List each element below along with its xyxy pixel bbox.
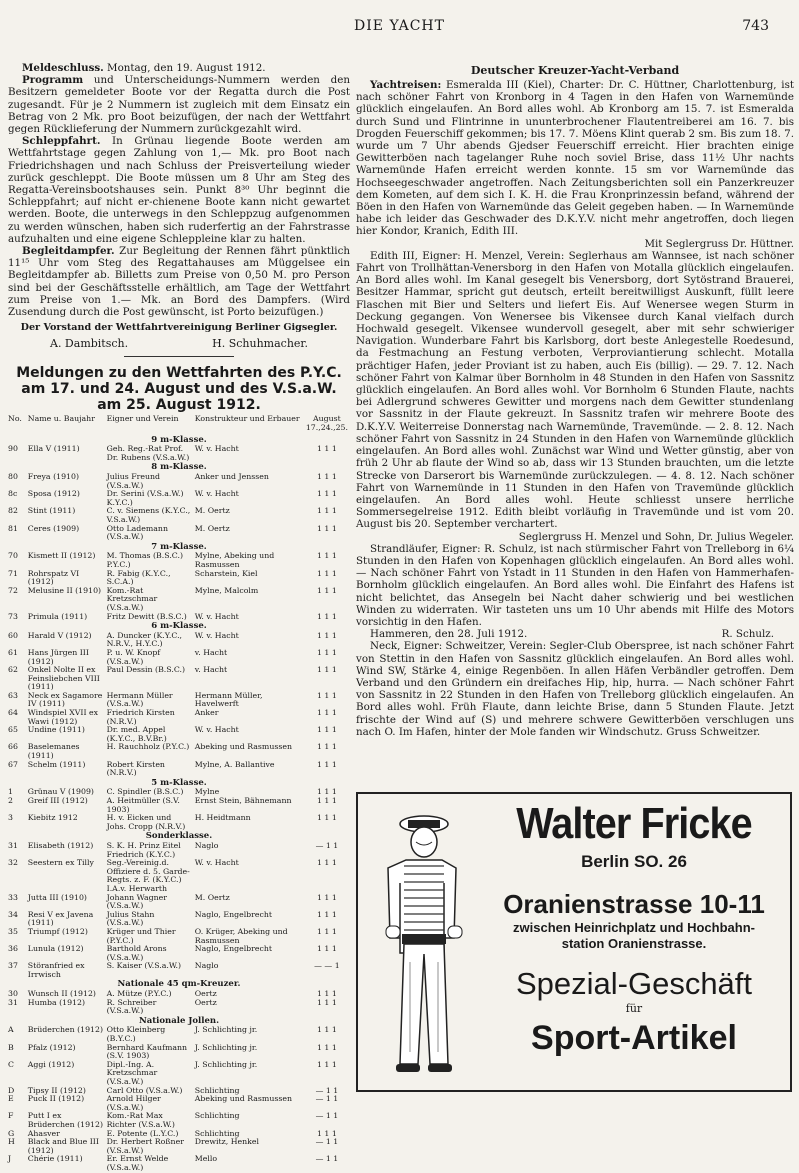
designer-builder: O. Krüger, Abeking und Rasmussen [194, 926, 288, 945]
designer-builder: Mylne, Abeking und Rasmussen [194, 551, 275, 569]
august-entries: 1 1 1 [316, 796, 337, 805]
designer-builder: J. Schlichting jr. [194, 1025, 258, 1035]
entry-number: E [8, 1094, 14, 1104]
designer-builder: Naglo, Engelbrecht [194, 944, 273, 954]
designer-builder: v. Hacht [194, 665, 228, 675]
boat-name: Onkel Nolte II ex Feinsliebchen VIII (1911) [27, 665, 100, 692]
ad-text [478, 798, 790, 1058]
entry-number: 36 [8, 944, 18, 954]
designer-builder: Hermann Müller, Havelwerft [194, 690, 263, 709]
table-row [8, 525, 350, 542]
owner-club: Dipl.-Ing. A. Kretzschmar (V.S.a.W.) [106, 1059, 158, 1086]
entry-number: 62 [8, 665, 18, 675]
owner-club: Julius Stahn (V.S.a.W.) [106, 909, 155, 928]
august-entries: — 1 1 [315, 1094, 339, 1104]
lead-begleitdampfer: Begleitdampfer. [22, 245, 115, 258]
august-entries: 1 1 1 [316, 506, 337, 516]
designer-builder: Abeking und Rasmussen [194, 1094, 292, 1104]
entry-number: 60 [8, 630, 18, 640]
august-entries: 1 1 1 [316, 523, 337, 533]
table-row [8, 587, 350, 613]
boat-name: Putt I ex Brüderchen (1912) [27, 1111, 104, 1129]
owner-club: H. Rauchholz (P.Y.C.) [106, 742, 190, 752]
owner-club: Carl Otto (V.S.a.W.) [106, 1085, 183, 1095]
owner-club: Barthold Arons (V.S.a.W.) [106, 944, 167, 962]
paragraph-begleitdampfer [8, 245, 350, 318]
owner-club: C. Spindler (B.S.C.) [106, 787, 184, 797]
designer-builder: Mylne, Malcolm [194, 585, 259, 595]
boat-name: Stint (1911) [27, 506, 76, 516]
page-number: 743 [742, 18, 769, 34]
designer-builder: M. Oertz [194, 506, 230, 516]
owner-club: S. Kaiser (V.S.a.W.) [106, 961, 182, 971]
vorstand-line: Der Vorstand der Wettfahrtvereinigung Berliner Gigsegler. [20, 322, 338, 334]
entry-number: 32 [8, 858, 18, 868]
header-no: No. [8, 414, 22, 424]
august-entries: 1 1 1 [316, 997, 337, 1007]
designer-builder: J. Schlichting jr. [194, 1042, 258, 1052]
owner-club: Dr. Serini (V.S.a.W.) K.Y.C.) [106, 489, 184, 507]
entry-number: 31 [8, 840, 18, 850]
owner-club: Robert Kirsten (N.R.V.) [106, 759, 165, 778]
august-entries: 1 1 1 [316, 989, 337, 999]
owner-club: Geh. Reg.-Rat Prof. Dr. Rubens (V.S.a.W.) [106, 444, 190, 462]
entry-number: 31 [8, 997, 18, 1007]
header-owner: Eigner und Verein [106, 414, 179, 424]
table-row [8, 814, 350, 831]
owner-club: A. Heitmüller (S.V. 1903) [106, 796, 180, 814]
left-column [8, 62, 350, 1172]
august-entries: 1 1 1 [316, 472, 337, 482]
table-row [8, 894, 350, 911]
owner-club: Hermann Müller (V.S.a.W.) [106, 690, 173, 709]
boat-name: Schelm (1911) [27, 759, 86, 769]
august-entries: 1 1 1 [316, 813, 337, 823]
august-entries: 1 1 1 [316, 909, 337, 919]
entry-number: A [8, 1025, 14, 1035]
boat-name: Seestern ex Tilly [27, 858, 94, 868]
august-entries: 1 1 1 [316, 585, 337, 595]
owner-club: Arnold Hilger (V.S.a.W.) [106, 1094, 161, 1112]
boat-name: Melusine II (1910) [27, 585, 102, 595]
advertisement [356, 792, 792, 1092]
journal-title: DIE YACHT [354, 18, 445, 34]
entry-number: 72 [8, 585, 18, 595]
owner-club: P. u. W. Knopf (V.S.a.W.) [106, 647, 161, 666]
boat-name: Sposa (1912) [27, 489, 80, 499]
august-entries: 1 1 1 [316, 1042, 337, 1052]
table-row [8, 1061, 350, 1087]
august-entries: — 1 1 [315, 1085, 339, 1095]
header-builder: Konstrukteur und Erbauer [194, 414, 300, 424]
august-entries: 1 1 1 [316, 1025, 337, 1035]
designer-builder: Oertz [194, 997, 217, 1007]
august-entries: — 1 1 [315, 1154, 339, 1164]
boat-name: Neck ex Sagamore IV (1911) [27, 690, 103, 709]
boat-name: Wunsch II (1912) [27, 989, 96, 999]
august-entries: 1 1 1 [316, 742, 337, 752]
entry-number: 30 [8, 989, 18, 999]
boat-name: Windspiel XVII ex Wawi (1912) [27, 708, 99, 726]
august-entries: 1 1 1 [316, 1059, 337, 1069]
table-row [8, 445, 350, 462]
owner-club: Otto Kleinberg (B.Y.C.) [106, 1025, 166, 1044]
ad-location-line-2: station Oranienstrasse. [561, 936, 707, 951]
table-row [8, 928, 350, 945]
august-entries: 1 1 1 [316, 647, 337, 657]
designer-builder: Oertz [194, 989, 217, 999]
designer-builder: Scharstein, Kiel [194, 568, 258, 578]
paragraph-strandlaeufer: Strandläufer, Eigner: R. Schulz, ist nach stürmischer Fahrt von Trelleborg in 6¼ Stunden in den Hafen von Kopenhagen glücklich eingelaufen. An Bord alles wohl. — Nach schöner Fahrt von Ystadt in 11 Stunden in den Hafen von Hammerhafen-Bornholm glücklich eingelaufen. An Bord alles wohl. Die Einfahrt des Hafens ist nicht belichtet, das Ansegeln bei Nacht daher schwierig und bei westlichen Winden zu widerraten. Wir tasteten uns um 10 Uhr abends mit Hilfe des Motors vorsichtig in den Hafen. [356, 542, 794, 628]
designer-builder: Abeking und Rasmussen [194, 742, 292, 752]
owner-club: Kom.-Rat Max Richter (V.S.a.W.) [106, 1111, 175, 1129]
text-schleppfahrt: In Grünau liegende Boote werden am Wettfahrtstage gegen Zahlung von 1,— Mk. pro Boot nach Friedrichshagen und nach Schluss der Preisverteilung wieder zurück geschleppt. Die Boote müssen um 8 Uhr am Steg des Regatta-Vereinsbootshauses sein. Punkt 8³⁰ Uhr beginnt die Schleppfahrt; auf nicht er-chienene Boote kann nicht gewartet werden. Boote, die unterwegs in den Schleppzug aufgenommen zu werden wünschen, haben sich ruderfertig an der Fahrstrasse aufzuhalten und eine eigene Schleppleine klar zu halten. [8, 135, 350, 245]
august-entries: 1 1 1 [316, 892, 337, 902]
ad-sport-articles: Sport-Artikel [531, 1019, 737, 1057]
boat-name: Puck II (1912) [27, 1094, 85, 1104]
boat-name: Primula (1911) [27, 611, 88, 621]
designer-builder: W. v. Hacht [194, 611, 239, 621]
entry-number: 67 [8, 759, 18, 769]
class-heading: Sonderklasse. [145, 831, 213, 842]
owner-club: Fritz Dewitt (B.S.C.) [106, 611, 187, 621]
table-row [8, 1112, 350, 1129]
owner-club: Friedrich Kirsten (N.R.V.) [106, 708, 175, 726]
august-entries: 1 1 1 [316, 690, 337, 700]
ad-street: Oranienstrasse 10-11 [503, 889, 765, 919]
class-heading: Nationale 45 qm-Kreuzer. [117, 979, 241, 990]
entry-number: F [8, 1111, 14, 1121]
table-row [8, 570, 350, 587]
boat-name: Greif III (1912) [27, 796, 88, 805]
entry-number: 71 [8, 568, 18, 578]
signature-schuhmacher: H. Schuhmacher. [212, 337, 308, 351]
august-entries: 1 1 1 [316, 551, 337, 561]
table-row [8, 999, 350, 1016]
designer-builder: H. Heidtmann [194, 813, 251, 823]
verband-heading: Deutscher Kreuzer-Yacht-Verband [470, 64, 680, 77]
owner-club: Krüger und Thier (P.Y.C.) [106, 926, 176, 945]
owner-club: A. Duncker (K.Y.C., N.R.V., H.Y.C.) [106, 630, 183, 649]
class-heading: Nationale Jollen. [138, 1015, 220, 1026]
entry-number: 90 [8, 444, 18, 454]
august-entries: 1 1 1 [316, 1128, 337, 1138]
designer-builder: Mello [194, 1154, 218, 1164]
owner-club: Bernhard Kaufmann (S.V. 1903) [106, 1042, 188, 1061]
boat-name: Black and Blue III (1912) [27, 1137, 99, 1155]
owner-club: S. K. H. Prinz Eitel Friedrich (K.Y.C.) [106, 840, 181, 859]
table-header-row [8, 415, 350, 434]
entry-number: 34 [8, 909, 18, 919]
entry-number: J [8, 1154, 12, 1164]
entries-table [8, 415, 350, 1172]
boat-name: Elisabeth (1912) [27, 840, 94, 850]
entry-number: 37 [8, 961, 18, 971]
lead-schleppfahrt: Schleppfahrt. [22, 135, 101, 148]
boat-name: Ella V (1911) [27, 444, 80, 454]
paragraph-programm [8, 74, 350, 135]
boat-name: Resi V ex Javena (1911) [27, 909, 94, 928]
table-row [8, 1044, 350, 1061]
table-row [8, 726, 350, 743]
text-meldeschluss: Montag, den 19. August 1912. [103, 62, 266, 74]
owner-club: Seg.-Vereinig.d. Offiziere d. 5. Garde-Regts. z. F. (K.Y.C.) I.A.v. Herwarth [106, 858, 190, 893]
designer-builder: M. Oertz [194, 892, 230, 902]
entry-number: C [8, 1059, 14, 1069]
august-entries: 1 1 1 [316, 489, 337, 499]
august-entries: 1 1 1 [316, 787, 337, 797]
boat-name: Grünau V (1909) [27, 787, 94, 797]
designer-builder: Naglo [194, 840, 219, 850]
entry-number: 65 [8, 725, 18, 735]
signature-menzel: Seglergruss H. Menzel und Sohn, Dr. Julius Wegeler. [518, 530, 794, 543]
owner-club: Dr. Herbert Roßner (V.S.a.W.) [106, 1137, 184, 1155]
august-entries: 1 1 1 [316, 926, 337, 936]
boat-name: Jutta III (1910) [27, 892, 87, 902]
owner-club: E. Potente (L.Y.C.) [106, 1128, 179, 1138]
boat-name: Rohrspatz VI (1912) [27, 568, 80, 587]
ad-fuer: für [625, 1002, 643, 1015]
boat-name: Brüderchen (1912) [27, 1025, 104, 1035]
designer-builder: Mylne [194, 787, 220, 797]
place-date-line [356, 628, 794, 640]
designer-builder: J. Schlichting jr. [194, 1059, 258, 1069]
august-entries: 1 1 1 [316, 708, 337, 718]
place-date: Hammeren, den 28. Juli 1912. [370, 628, 528, 641]
page-header [0, 18, 799, 38]
table-row [8, 649, 350, 666]
entry-number: G [8, 1128, 15, 1138]
table-row [8, 743, 350, 760]
boat-name: Aggi (1912) [27, 1059, 75, 1069]
ad-specialty: Spezial-Geschäft [515, 966, 753, 1001]
designer-builder: W. v. Hacht [194, 858, 239, 868]
designer-builder: M. Oertz [194, 523, 230, 533]
paragraph-meldeschluss [8, 62, 350, 74]
boat-name: Pfalz (1912) [27, 1042, 76, 1052]
class-heading: 6 m-Klasse. [151, 621, 207, 632]
table-row [8, 709, 350, 726]
signatures [8, 337, 350, 350]
paragraph-edith: Edith III, Eigner: H. Menzel, Verein: Seglerhaus am Wannsee, ist nach schöner Fahrt von Trollhättan-Venersborg in den Hafen von Motalla glücklich eingelaufen. An Bord alles wohl. Im Kanal gesegelt bis Venersborg, dort Sytöstrand Brauerei, Besitzer Hammar, spricht gut deutsch, erteilt bereitwilligst Auskunft, füllt leere Flaschen mit Bier und Selters und liefert Eis. Auf Wenersee wegen Sturm in Deckung gegangen. Von Wenersee bis Vikensee durch Kanal vielfach durch Hochwald gesegelt. Vikensee wundervoll gesegelt, aber mit sehr schwieriger Navigation. Wunderbare Fahrt bis Karlsborg, dort beste Anlegestelle Roedesund, da Festmachung an Festung verboten, Verproviantierung schlecht. Motalla prächtiger Hafen, jeder Proviant ist zu haben, auch Eis (billig). — 29. 7. 12. Nach schöner Fahrt von Kalmar über Bornholm in 48 Stunden in den Hafen von Sassnitz glücklich eingelaufen. An Bord alles wohl. Vor Bornholm 6 Stunden Flaute, nachts bei Adlergrund schweres Gewitter und morgens nach dem Gewitter stundenlang vor Sassnitz in der Flaute gekreuzt. In Sassnitz trafen wir mehrere Boote des D.K.Y.V. Weiterreise Donnerstag nach Warnemünde, Travemünde. — 2. 8. 12. Nach schöner Fahrt von Sassnitz in 24 Stunden in den Hafen von Warnemünde glücklich eingelaufen. An Bord alles wohl. Zunächst war Wind und Wetter günstig, aber von früh 2 Uhr ab flaute der Wind so ab, dass wir 13 Stunden brauchten, um die letzte Strecke von Darserort bis Warnemünde zurückzulegen. — 4. 8. 12. Nach schöner Fahrt von Warnemünde in 11 Stunden in den Hafen von Travemünde glücklich eingelaufen. An Bord alles wohl. Heute schliesst unsere herrliche Sommersegelreise 1912. Edith bleibt vorläufig in Travemünde und ist vom 20. August bis 20. September verchartert. [356, 249, 794, 531]
text-programm: und Unterscheidungs-Nummern werden den Besitzern gemeldeter Boote vor der Regatta durch die Post zugesandt. Für je 2 Nummern ist zugleich mit dem Einsatz ein Betrag von 2 Mk. pro Boot beizufügen, der nach der Wettfahrt gegen Rücklieferung der Nummern zurückgezahlt wird. [8, 74, 350, 136]
table-row [8, 632, 350, 649]
owner-club: Julius Freund (V.S.a.W.) [106, 472, 161, 490]
table-row [8, 1138, 350, 1155]
entry-number: 73 [8, 611, 18, 621]
entry-number: 8c [8, 489, 18, 499]
meldungen-title: Meldungen zu den Wettfahrten des P.Y.C. am 17. und 24. August und des V.S.a.W. am 25. August 1912. [16, 365, 342, 414]
designer-builder: W. v. Hacht [194, 489, 239, 499]
entry-number: 82 [8, 506, 18, 516]
owner-club: R. Schreiber (V.S.a.W.) [106, 997, 157, 1016]
designer-builder: W. v. Hacht [194, 725, 239, 735]
ad-city: Berlin SO. 26 [581, 852, 687, 871]
boat-name: Harald V (1912) [27, 630, 92, 640]
august-entries: 1 1 1 [316, 725, 337, 735]
designer-builder: Mylne, A. Ballantive [194, 759, 275, 769]
owner-club: C. v. Siemens (K.Y.C., V.S.a.W.) [106, 506, 191, 524]
table-row [8, 473, 350, 490]
lead-programm: Programm [22, 74, 84, 87]
august-entries: — — 1 [314, 961, 340, 971]
boat-name: Kiebitz 1912 [27, 813, 78, 823]
boat-name: Kismett II (1912) [27, 551, 96, 561]
table-row [8, 692, 350, 709]
boat-name: Störanfried ex Irrwisch [27, 961, 85, 979]
lead-meldeschluss: Meldeschluss. [22, 62, 104, 74]
designer-builder: Naglo, Engelbrecht [194, 909, 273, 919]
owner-club: Kom.-Rat Kretzschmar (V.S.a.W.) [106, 585, 158, 612]
entry-number: 1 [8, 787, 13, 797]
august-entries: 1 1 1 [316, 630, 337, 640]
table-row [8, 911, 350, 928]
class-heading: 8 m-Klasse. [151, 462, 207, 473]
table-row [8, 490, 350, 507]
paragraph-schleppfahrt [8, 135, 350, 245]
signature-dambitsch: A. Dambitsch. [50, 337, 129, 351]
class-heading: 9 m-Klasse. [151, 434, 207, 445]
designer-builder: Schlichting [194, 1128, 240, 1138]
table-row [8, 1155, 350, 1172]
ad-company-name: Walter Fricke [516, 799, 752, 848]
entry-number: 70 [8, 551, 18, 561]
header-august: August 17.,24.,25. [305, 414, 348, 433]
table-row [8, 613, 350, 622]
designer-builder: W. v. Hacht [194, 630, 239, 640]
entry-number: 64 [8, 708, 18, 718]
class-heading: 5 m-Klasse. [151, 777, 207, 788]
entry-number: 63 [8, 690, 18, 700]
designer-builder: Schlichting [194, 1085, 240, 1095]
entry-number: 61 [8, 647, 18, 657]
table-row [8, 1095, 350, 1112]
table-row [8, 552, 350, 569]
entry-number: 33 [8, 892, 18, 902]
august-entries: — 1 1 [315, 840, 339, 850]
entry-number: 35 [8, 926, 18, 936]
august-entries: 1 1 1 [316, 944, 337, 954]
designer-builder: Ernst Stein, Bähnemann [194, 796, 292, 805]
table-row [8, 797, 350, 814]
table-row [8, 945, 350, 962]
entry-number: H [8, 1137, 15, 1147]
boat-name: Tipsy II (1912) [27, 1085, 86, 1095]
class-heading: 7 m-Klasse. [151, 541, 207, 552]
paragraph-esmeralda [356, 79, 794, 238]
designer-builder: Anker [194, 708, 219, 718]
designer-builder: Anker und Jenssen [194, 472, 269, 482]
owner-club: M. Thomas (B.S.C.) P.Y.C.) [106, 551, 184, 569]
boat-name: Humba (1912) [27, 997, 86, 1007]
august-entries: 1 1 1 [316, 759, 337, 769]
sailor-figure-icon [364, 802, 484, 1084]
paragraph-neck: Neck, Eigner: Schweitzer, Verein: Segler-Club Oberspree, ist nach schöner Fahrt von Stettin in den Hafen von Sassnitz glücklich eingelaufen. An Bord alles wohl. Wind SW, Stärke 4, einige Regenböen. In allen Häfen Verbändler getroffen. Dem Verband und den Gründern ein dreifaches Hip, hip, hurra. — Nach schöner Fahrt von Sassnitz in 22 Stunden in den Hafen von Trelleborg glücklich eingelaufen. An Bord alles wohl. Früh Flaute, dann leichte Brise, dann 5 Stunden Flaute. Jetzt frischte der Wind auf (S) und mehrere schwere Gewitterböen verschlugen uns nach O. Im Hafen, hinter der Mole fanden wir Windschutz. Gruss Schweitzer. [356, 640, 794, 738]
text-esmeralda: Esmeralda III (Kiel), Charter: Dr. C. Hüttner, Charlottenburg, ist nach schöner Fahrt von Kronborg in 4 Tagen in den Hafen von Warnemünde glücklich eingelaufen. An Bord alles wohl. Ab Kronborg am 15. 7. ist Esmeralda durch Sund und Flintrinne in ununterbrochener Flautentreiberei am 16. 7. bis Drogden Feuerschiff gekommen; bis 17. 7. Möens Klint querab 2 sm. Bis zum 18. 7. wurde um 7 Uhr abends Gjedser Feuerschiff erreicht. Hier brachten einige Gewitterböen nach tagelanger Ruhe noch soviel Brise, dass 11½ Uhr nachts Warnemünde Hafen erreicht werden konnte. 15 sm vor Warnemünde das Hochseegeschwader angetroffen. Nach Zeitungsberichten soll ein Panzerkreuzer dem Kometen, auf dem sich I. K. H. die Frau Kronprinzessin befand, während der Böen in den Hafen von Warnemünde das Geleit gegeben haben. — In Warnemünde habe ich leider das Geschwader des D.K.Y.V. nicht mehr angetroffen, doch liegen hier Kondor, Kranich, Edith III. [356, 79, 794, 238]
table-row [8, 666, 350, 692]
owner-club: H. v. Eicken und Johs. Cropp (N.R.V.) [106, 813, 186, 831]
owner-club: A. Mütze (P.Y.C.) [106, 989, 172, 999]
owner-club: Otto Lademann (V.S.a.W.) [106, 523, 168, 542]
boat-name: Hans Jürgen III (1912) [27, 647, 89, 666]
designer-builder: Schlichting [194, 1111, 240, 1121]
entry-number: 80 [8, 472, 18, 482]
table-row [8, 962, 350, 979]
divider [124, 356, 234, 357]
entry-number: 81 [8, 523, 18, 533]
table-row [8, 859, 350, 893]
designer-builder: v. Hacht [194, 647, 228, 657]
header-boat: Name u. Baujahr [27, 414, 95, 424]
designer-builder: W. v. Hacht [194, 444, 239, 454]
text-begleitdampfer: Zur Begleitung der Rennen fährt pünktlich 11¹⁵ Uhr vom Steg des Regattahauses am Müggelsee ein Begleitdampfer ab. Billetts zum Preise von 0,50 M. pro Person sind bei der Geschäftsstelle erhältlich, am Tage der Wettfahrt zum Preise von 1.— Mk. an Bord des Dampfers. (Wird Zusendung durch die Post gewünscht, ist Porto beizufügen.) [8, 245, 350, 319]
boat-name: Triumpf (1912) [27, 926, 88, 936]
boat-name: Ahasver [27, 1128, 60, 1138]
ad-location-line-1: zwischen Heinrichplatz und Hochbahn- [513, 920, 755, 935]
entry-number: 66 [8, 742, 18, 752]
entry-number: B [8, 1042, 14, 1052]
table-row [8, 507, 350, 524]
boat-name: Chérie (1911) [27, 1154, 83, 1164]
august-entries: 1 1 1 [316, 858, 337, 868]
boat-name: Baselemanes (1911) [27, 742, 80, 761]
designer-builder: Naglo [194, 961, 219, 971]
designer-builder: Drewitz, Henkel [194, 1137, 259, 1147]
entry-number: D [8, 1085, 15, 1095]
signature-huettner: Mit Seglergruss Dr. Hüttner. [644, 237, 794, 250]
entry-number: 2 [8, 796, 13, 805]
owner-club: Johann Wagner (V.S.a.W.) [106, 892, 167, 911]
august-entries: — 1 1 [315, 1137, 339, 1147]
august-entries: 1 1 1 [316, 568, 337, 578]
table-row [8, 1026, 350, 1043]
table-row [8, 761, 350, 778]
august-entries: — 1 1 [315, 1111, 339, 1121]
boat-name: Freya (1910) [27, 472, 79, 482]
august-entries: 1 1 1 [316, 665, 337, 675]
august-entries: 1 1 1 [316, 611, 337, 621]
lead-yachtreisen: Yachtreisen: [370, 79, 442, 91]
boat-name: Ceres (1909) [27, 523, 80, 533]
signature-schulz: R. Schulz. [721, 628, 774, 641]
owner-club: Dr. med. Appel (K.Y.C., B.V.Br.) [106, 725, 167, 743]
owner-club: Paul Dessin (B.S.C.) [106, 665, 186, 675]
boat-name: Lunula (1912) [27, 944, 84, 954]
entry-number: 3 [8, 813, 13, 823]
table-row [8, 842, 350, 859]
owner-club: R. Fabig (K.Y.C., S.C.A.) [106, 568, 171, 587]
august-entries: 1 1 1 [316, 444, 337, 454]
owner-club: Er. Ernst Welde (V.S.a.W.) [106, 1154, 169, 1172]
boat-name: Undine (1911) [27, 725, 85, 735]
